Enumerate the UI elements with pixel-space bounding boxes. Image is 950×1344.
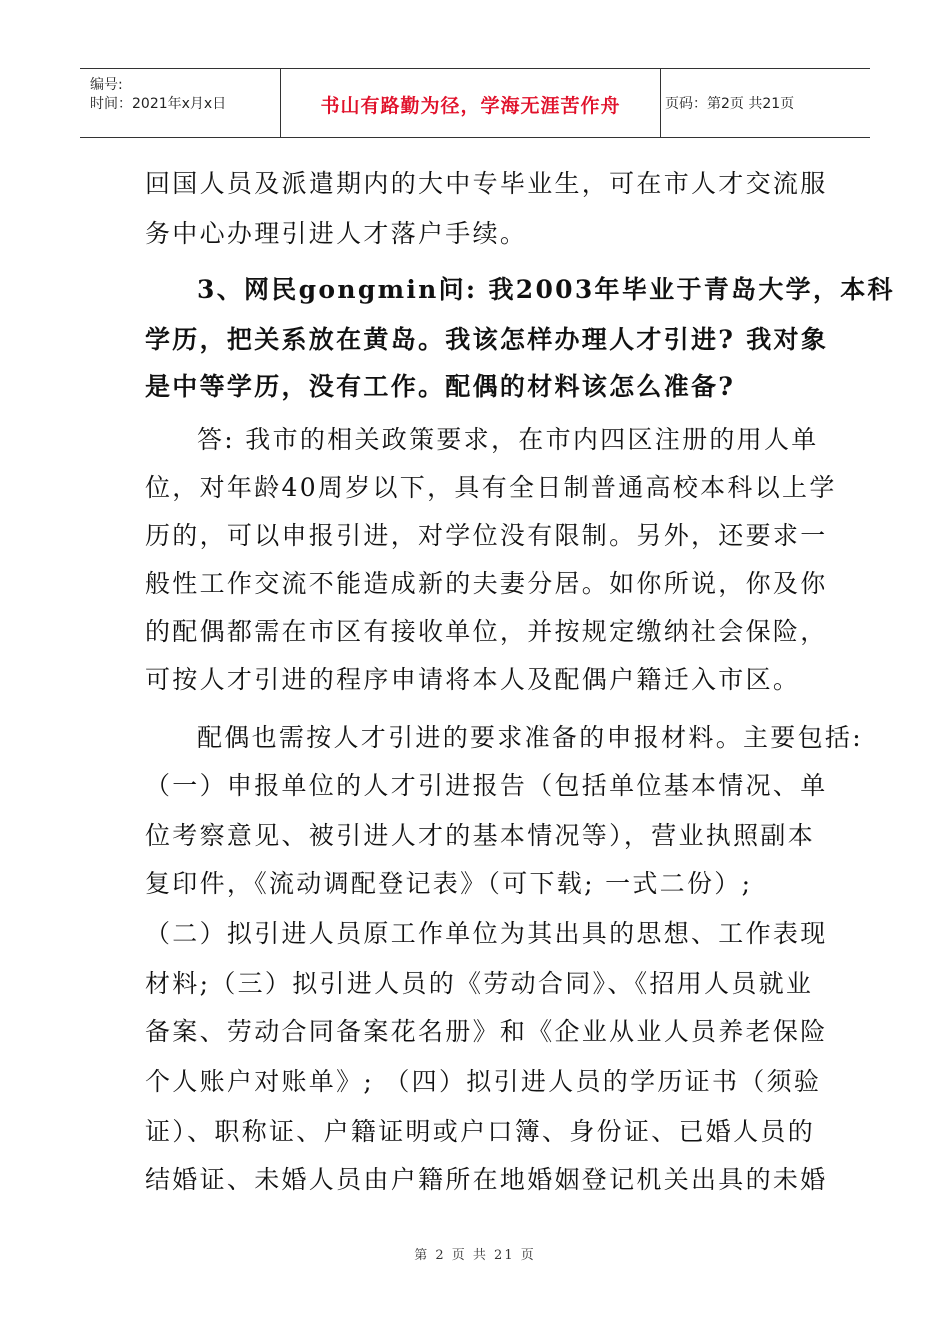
page-header xyxy=(80,68,870,138)
body-line: （二）拟引进人员原工作单位为其出具的思想、工作表现 xyxy=(145,919,828,948)
page-footer: 第 2 页 共 21 页 xyxy=(414,1248,536,1263)
document-number-label: 编号: xyxy=(90,77,123,93)
body-line: 的配偶都需在市区有接收单位，并按规定缴纳社会保险， xyxy=(145,617,828,646)
body-line: 材料;（三）拟引进人员的《劳动合同》、《招用人员就业 xyxy=(145,969,814,998)
body-line: 位考察意见、被引进人才的基本情况等），营业执照副本 xyxy=(145,821,816,850)
header-motto-cell xyxy=(280,69,661,137)
body-line: 位，对年龄40周岁以下，具有全日制普通高校本科以上学 xyxy=(145,473,837,502)
body-line: 复印件，《流动调配登记表》（可下载; 一式二份）; xyxy=(145,869,753,898)
answer-line: 答: 我市的相关政策要求，在市内四区注册的用人单 xyxy=(197,425,819,454)
question-line: 是中等学历，没有工作。配偶的材料该怎么准备? xyxy=(145,372,736,401)
question-line: 3、网民gongmin问: 我2003年毕业于青岛大学，本科 xyxy=(197,275,895,304)
body-line: 务中心办理引进人才落户手续。 xyxy=(145,219,528,248)
body-line: （一）申报单位的人才引进报告（包括单位基本情况、单 xyxy=(145,771,828,800)
document-time-label: 时间：2021年x月x日 xyxy=(90,96,227,112)
question-line: 学历，把关系放在黄岛。我该怎样办理人才引进? 我对象 xyxy=(145,325,829,354)
body-line: 可按人才引进的程序申请将本人及配偶户籍迁入市区。 xyxy=(145,665,801,694)
page-info-label: 页码：第2页 共21页 xyxy=(665,96,795,112)
body-line: 证）、职称证、户籍证明或户口簿、身份证、已婚人员的 xyxy=(145,1117,816,1146)
header-right-cell xyxy=(660,69,870,137)
header-left-cell xyxy=(80,69,280,137)
body-line: 回国人员及派遣期内的大中专毕业生，可在市人才交流服 xyxy=(145,169,828,198)
body-line: 历的，可以申报引进，对学位没有限制。另外，还要求一 xyxy=(145,521,828,550)
header-motto: 书山有路勤为径，学海无涯苦作舟 xyxy=(320,95,621,117)
body-line: 般性工作交流不能造成新的夫妻分居。如你所说，你及你 xyxy=(145,569,828,598)
body-line: 结婚证、未婚人员由户籍所在地婚姻登记机关出具的未婚 xyxy=(145,1165,828,1194)
body-line: 备案、劳动合同备案花名册》和《企业从业人员养老保险 xyxy=(145,1017,828,1046)
body-line: 个人账户对账单》; （四）拟引进人员的学历证书（须验 xyxy=(145,1067,822,1096)
body-line: 配偶也需按人才引进的要求准备的申报材料。主要包括: xyxy=(197,723,863,752)
